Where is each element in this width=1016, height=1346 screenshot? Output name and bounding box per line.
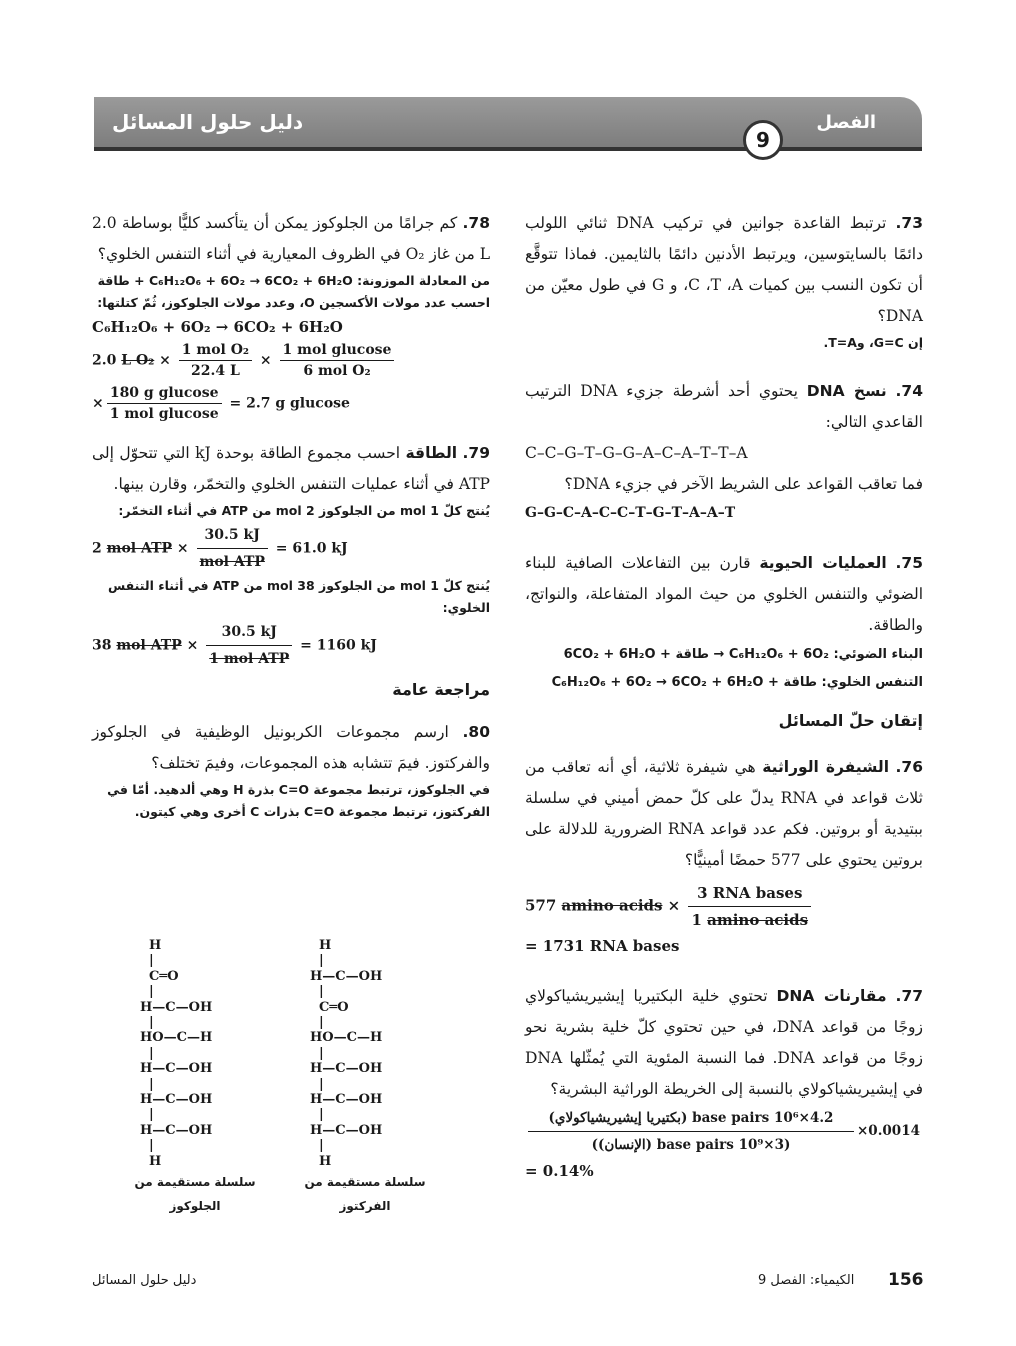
calc-76: 577 amino acids × $\frac{\text{3 RNA bases}}{\text{1 amino acids}}$ [525, 880, 923, 933]
page-number: 156 [888, 1270, 924, 1290]
footer-left-text: دليل حلول المسائل [92, 1273, 197, 1288]
calc-78: 2.0 L O₂ × $\frac{\text{1 mol O₂}}{22.4 L}$ × $\frac{\text{1 mol glucose}}{\text{6 mol O₂}}$ [92, 340, 490, 381]
answer-80: في الجلوكوز، ترتبط مجموعة C=O بذرة H وهي ألدهيد. أمّا في الفركتوز، ترتبط مجموعة C=O بذرات C أخرى وهي كيتون. [107, 782, 490, 819]
calc-77: $\frac{\text{4.2×10⁶ base pairs (بكتيريا إيشيريشياكولاي)}}{\text{(3×10⁹ base pairs (الإنسان))}}$ ×0.0014 [525, 1105, 923, 1158]
answer-73: إن G=C، وT=A. [823, 335, 923, 350]
header-chapter-label: الفصل [816, 112, 876, 133]
question-76: 76. الشيفرة الوراثية هي شيفرة ثلاثية، أي أنه تعاقب من ثلاث قواعد في RNA يدلّ على كلّ حمض أميني في سلسلة ببتيدية أو بروتين. فكم عدد قواعد RNA الضرورية للدلالة على بروتين يحتوي على 577 حمضًا أمينيًّا؟ [525, 758, 923, 869]
question-74-part2: فما تعاقب القواعد على الشريط الآخر في جزيء DNA؟ [564, 475, 923, 493]
hint-78-steps: احسب عدد مولات الأكسجين O، وعدد مولات الجلوكوز، ثُمّ كتلتها: [97, 295, 490, 310]
result-77: = 0.14% [525, 1162, 594, 1180]
question-75: 75. العمليات الحيوية قارن بين التفاعلات الصافية للبناء الضوئي والتنفس الخلوي من حيث المواد المتفاعلة، والنواتج، والطاقة. [525, 554, 923, 634]
fraction-77: $\frac{\text{4.2×10⁶ base pairs (بكتيريا إيشيريشياكولاي)}}{\text{(3×10⁹ base pairs (الإنسان))}}$ [528, 1105, 854, 1158]
glucose-label: سلسلة مستقيمة من الجلوكوز [134, 1175, 256, 1213]
right-column [525, 208, 923, 1184]
result-76: = 1731 RNA bases [525, 937, 680, 955]
sequence-74: C–C–G–T–G–G–A–C–A–T–T–A [525, 444, 748, 462]
equation-78: C₆H₁₂O₆ + 6O₂ → 6CO₂ + 6H₂O [92, 318, 343, 336]
question-79: 79. الطاقة احسب مجموع الطاقة بوحدة kJ التي تتحوّل إلى ATP في أثناء عمليات التنفس الخلوي والتخمّر، وقارن بينها. [92, 444, 490, 493]
answer-79-respiration: يُنتج كلّ 1 mol من الجلوكوز 38 mol من ATP في أثناء التنفس الخلوي: [108, 578, 490, 615]
question-80: 80. ارسم مجموعات الكربونيل الوظيفية في الجلوكوز والفركتوز. فيمَ تتشابه هذه المجموعات، وفيمَ تختلف؟ [92, 723, 490, 772]
chapter-number-badge: 9 [743, 120, 783, 160]
section-heading-mastery: إتقان حلّ المسائل [778, 711, 923, 730]
answer-79-fermentation: يُنتج كلّ 1 mol من الجلوكوز 2 mol من ATP في أثناء التخمّر: [118, 503, 490, 518]
glucose-structure: H | C═O | H—C—OH | HO—C—H | H—C—OH | H—C—OH | H—C—OH | H [140, 938, 213, 1169]
section-heading-review: مراجعة عامة [392, 680, 490, 699]
calc-79-respiration: 38 mol ATP × $\frac{30.5 kJ}{\text{1 mol ATP}}$ = 1160 kJ [92, 619, 490, 672]
fructose-structure: H | H—C—OH | C═O | HO—C—H | H—C—OH | H—C—OH | H—C—OH | H [310, 938, 383, 1169]
hint-78-equation: من المعادلة الموزونة: C₆H₁₂O₆ + 6O₂ → 6CO₂ + 6H₂O + طاقة [97, 273, 490, 288]
answer-74: G–G–C–A–C–C–T–G–T–A–A–T [525, 505, 736, 521]
header-rule [94, 147, 922, 151]
footer-right-text: الكيمياء: الفصل 9 [758, 1273, 855, 1288]
question-78: 78. كم جرامًا من الجلوكوز يمكن أن يتأكسد كليًّا بوساطة 2.0 L من غاز O₂ في الظروف المعيارية في أثناء التنفس الخلوي؟ [92, 214, 490, 263]
question-73: 73. ترتبط القاعدة جوانين في تركيب DNA ثنائي اللولب دائمًا بالسايتوسين، ويرتبط الأدنين دائمًا بالثايمين. فماذا تتوقَّع أن تكون النسب بين كميات C ،T ،A، و G في طول معيّن من DNA؟ [525, 214, 923, 325]
fructose-label: سلسلة مستقيمة من الفركتوز [304, 1175, 426, 1213]
fraction-76: $\frac{\text{3 RNA bases}}{\text{1 amino acids}}$ [688, 880, 811, 933]
question-74: 74. نسخ DNA يحتوي أحد أشرطة جزيء DNA الترتيب القاعدي التالي: [525, 382, 923, 431]
calc-79-fermentation: 2 mol ATP × $\frac{30.5 kJ}{\text{mol ATP}}$ = 61.0 kJ [92, 522, 490, 575]
answer-75-photosynthesis: البناء الضوئي: 6CO₂ + 6H₂O + طاقة → C₆H₁₂O₆ + 6O₂ [563, 647, 923, 662]
answer-75-respiration: التنفس الخلوي: C₆H₁₂O₆ + 6O₂ → 6CO₂ + 6H₂O + طاقة [551, 675, 923, 690]
left-column [92, 208, 490, 823]
question-77: 77. مقارنات DNA تحتوي خلية البكتيريا إيشيريشياكولاي زوجًا من قواعد DNA، في حين تحتوي كلّ خلية بشرية نحو زوجًا من قواعد DNA. فما النسبة المئوية التي يُمثّلها DNA في إيشيريشياكولاي بالنسبة إلى الخريطة الوراثية البشرية؟ [525, 987, 924, 1098]
header-title: دليل حلول المسائل [112, 110, 304, 134]
calc-78-line2: × $\frac{\text{180 g glucose}}{\text{1 mol glucose}}$ = 2.7 g glucose [92, 385, 350, 422]
